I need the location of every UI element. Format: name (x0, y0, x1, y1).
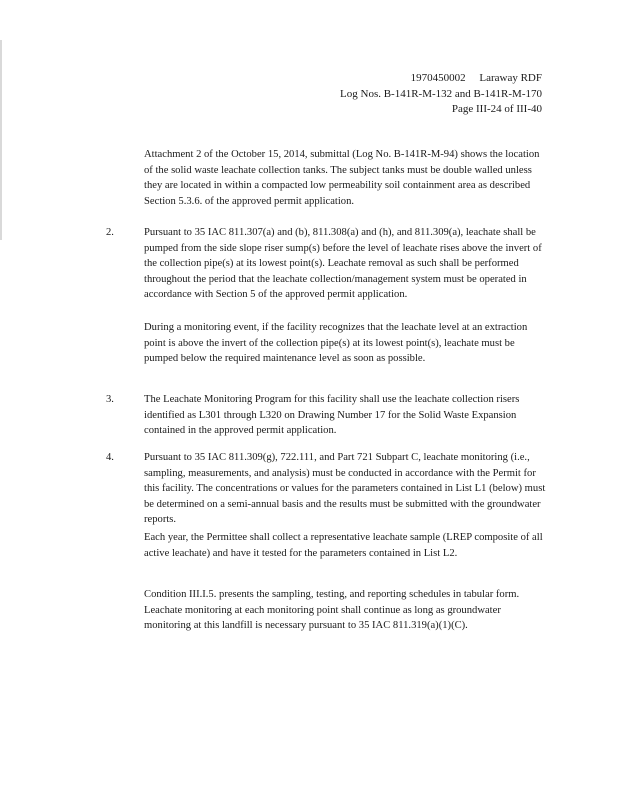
intro-paragraph: Attachment 2 of the October 15, 2014, submittal (Log No. B-141R-M-94) shows the location of the solid waste leachate collection tanks. The subject tanks must be double walled unless they are located in within a compacted low permeability soil containment area as described Section 5.3.6. of the approved permit application. (144, 149, 540, 207)
item-2-number: 2. (106, 227, 114, 238)
item-3-number: 3. (106, 394, 114, 405)
item-4-paragraph-b: Each year, the Permittee shall collect a representative leachate sample (LREP composite of all active leachate) and have it tested for the parameters contained in List L2. (144, 532, 543, 559)
item-4-paragraph-c: Condition III.I.5. presents the sampling, testing, and reporting schedules in tabular form. Leachate monitoring at each monitoring point shall continue as long as groundwater monitoring at this landfill is necessary pursuant to 35 IAC 811.319(a)(1)(C). (144, 589, 520, 632)
item-2-paragraph-a: Pursuant to 35 IAC 811.307(a) and (b), 811.308(a) and (h), and 811.309(a), leachate shall be pumped from the side slope riser sump(s) before the level of leachate rises above the invert of the collection pipe(s) at its lowest point(s). Leachate removal as such shall be performed throughout the period that the leachate collection/management system must be operated in accordance with Section 5 of the approved permit application. (144, 227, 542, 301)
page-header (340, 71, 542, 118)
item-4-paragraph-a: Pursuant to 35 IAC 811.309(g), 722.111, and Part 721 Subpart C, leachate monitoring (i.e., sampling, measurements, and analysis) must be conducted in accordance with the Permit for this facility. The concentrations or values for the parameters contained in List L1 (below) must be determined on a semi-annual basis and the results must be submitted with the groundwater reports. (144, 452, 546, 526)
item-4-number: 4. (106, 452, 114, 463)
header-page-number: Page III-24 of III-40 (451, 103, 542, 115)
item-3-paragraph: The Leachate Monitoring Program for this facility shall use the leachate collection risers identified as L301 through L320 on Drawing Number 17 for the Solid Waste Expansion contained in the approved permit application. (144, 394, 520, 437)
header-facility-id: 1970450002 Laraway RDF (410, 72, 542, 84)
item-2-paragraph-b: During a monitoring event, if the facility recognizes that the leachate level at an extraction point is above the invert of the collection pipe(s) at its lowest point(s), leachate must be pumped below the required maintenance level as soon as possible. (144, 322, 528, 365)
header-log-numbers: Log Nos. B-141R-M-132 and B-141R-M-170 (340, 87, 542, 100)
scan-artifact (0, 40, 2, 240)
